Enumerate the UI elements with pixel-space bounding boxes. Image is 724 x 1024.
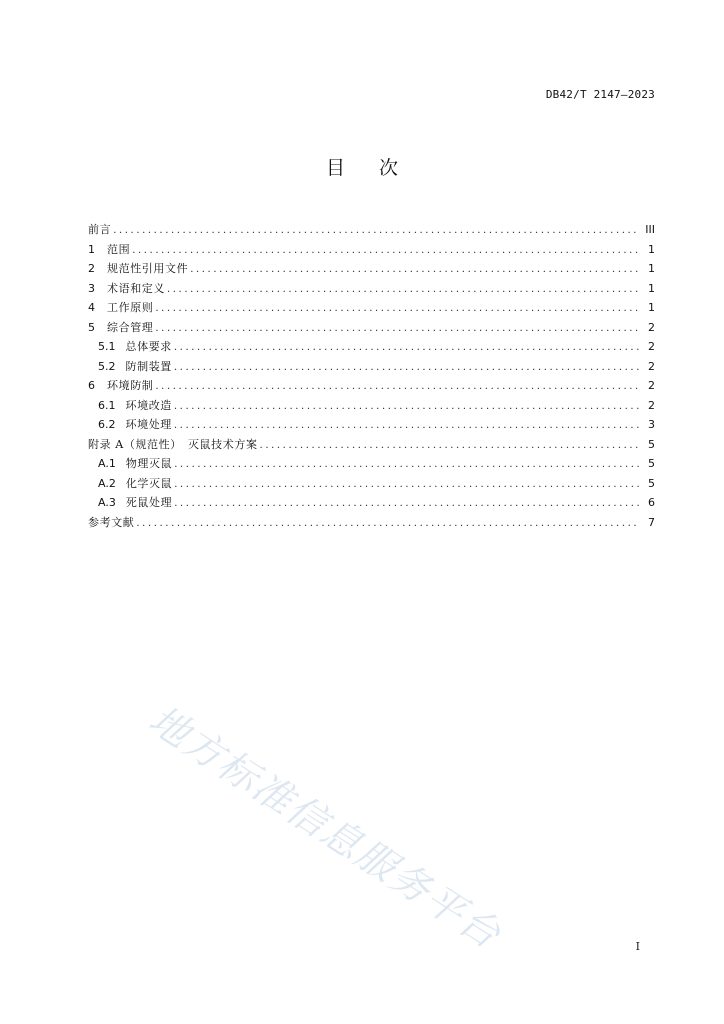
toc-entry-annex-a[interactable]	[88, 435, 655, 455]
toc-entry-page: 7	[648, 515, 655, 529]
toc-leader-dots	[174, 338, 639, 358]
toc-entry-number: 4	[88, 301, 95, 314]
toc-entry-environment-modification[interactable]	[88, 396, 655, 416]
toc-leader-dots	[167, 280, 639, 300]
toc-entry-number: A.2	[98, 476, 116, 490]
toc-entry-page: 1	[648, 281, 655, 295]
toc-entry-chemical-control[interactable]	[88, 474, 655, 494]
toc-leader-dots	[155, 319, 639, 339]
toc-leader-dots	[260, 436, 639, 456]
toc-leader-dots	[190, 260, 639, 280]
toc-entry-label: 环境防制	[107, 379, 154, 392]
toc-entry-number: A.3	[98, 496, 116, 509]
toc-entry-page: 2	[648, 398, 655, 412]
toc-entry-number: 5.2	[98, 359, 116, 373]
toc-title-char-2: 次	[379, 157, 399, 179]
toc-entry-label: 死鼠处理	[125, 496, 173, 509]
toc-entry-label: 规范性引用文件	[107, 262, 189, 275]
toc-entry-page: 5	[648, 457, 655, 470]
toc-entry-number: 1	[88, 242, 95, 256]
toc-entry-environment-treatment[interactable]	[88, 415, 655, 435]
page-number: I	[635, 940, 640, 953]
toc-entry-number: 3	[88, 281, 95, 295]
toc-entry-number: 6.1	[98, 398, 116, 412]
toc-entry-label: 综合管理	[107, 320, 154, 334]
toc-entry-page: 1	[648, 242, 655, 256]
toc-entry-integrated-management[interactable]	[88, 318, 655, 338]
toc-entry-label: 前言	[88, 223, 112, 236]
toc-leader-dots	[174, 494, 639, 514]
toc-leader-dots	[174, 416, 639, 436]
toc-entry-label: 参考文献	[88, 515, 135, 529]
toc-entry-page: III	[645, 223, 655, 236]
toc-leader-dots	[113, 221, 639, 241]
toc-entry-principles[interactable]	[88, 298, 655, 318]
toc-entry-number: 2	[88, 262, 95, 275]
toc-leader-dots	[174, 358, 639, 378]
toc-entry-general-requirements[interactable]	[88, 337, 655, 357]
toc-leader-dots	[155, 377, 639, 397]
toc-entry-environmental-control[interactable]	[88, 376, 655, 396]
toc-entry-page: 5	[648, 476, 655, 490]
toc-entry-number: 5.1	[98, 340, 116, 353]
toc-entry-label: 环境改造	[125, 398, 172, 412]
toc-entry-terms-definitions[interactable]	[88, 279, 655, 299]
toc-entry-page: 5	[648, 437, 655, 451]
toc-title	[0, 153, 724, 180]
toc-entry-number: 6	[88, 379, 95, 392]
toc-leader-dots	[174, 475, 639, 495]
standard-code: DB42/T 2147—2023	[545, 88, 655, 101]
toc-entry-page: 2	[648, 359, 655, 373]
toc-entry-label: 范围	[107, 242, 131, 256]
toc-entry-label: 环境处理	[125, 418, 172, 431]
table-of-contents	[88, 220, 655, 532]
toc-entry-page: 2	[648, 379, 655, 392]
toc-leader-dots	[155, 299, 639, 319]
toc-entry-page: 2	[648, 340, 655, 353]
toc-entry-label: 防制装置	[125, 359, 172, 373]
toc-entry-page: 6	[648, 496, 655, 509]
toc-leader-dots	[132, 241, 639, 261]
toc-entry-page: 2	[648, 320, 655, 334]
toc-entry-page: 1	[648, 301, 655, 314]
toc-title-char-1: 目	[325, 157, 345, 179]
toc-entry-number: A.1	[98, 457, 116, 470]
toc-entry-label: 术语和定义	[107, 281, 165, 295]
toc-entry-number: 5	[88, 320, 95, 334]
toc-entry-bibliography[interactable]	[88, 513, 655, 533]
toc-entry-label: 总体要求	[125, 340, 172, 353]
toc-entry-label: 附录 A（规范性） 灭鼠技术方案	[88, 437, 258, 451]
toc-entry-label: 物理灭鼠	[125, 457, 173, 470]
toc-entry-label: 工作原则	[107, 301, 154, 314]
toc-entry-page: 3	[648, 418, 655, 431]
toc-entry-scope[interactable]	[88, 240, 655, 260]
toc-leader-dots	[174, 397, 639, 417]
toc-entry-number: 6.2	[98, 418, 116, 431]
toc-entry-physical-control[interactable]	[88, 454, 655, 474]
toc-entry-label: 化学灭鼠	[125, 476, 173, 490]
watermark-text: 地方标准信息服务平台	[140, 697, 509, 959]
toc-leader-dots	[136, 514, 639, 534]
toc-leader-dots	[174, 455, 639, 475]
toc-entry-foreword[interactable]	[88, 220, 655, 240]
toc-entry-normative-references[interactable]	[88, 259, 655, 279]
toc-entry-dead-rodent-handling[interactable]	[88, 493, 655, 513]
toc-entry-control-devices[interactable]	[88, 357, 655, 377]
toc-entry-page: 1	[648, 262, 655, 275]
